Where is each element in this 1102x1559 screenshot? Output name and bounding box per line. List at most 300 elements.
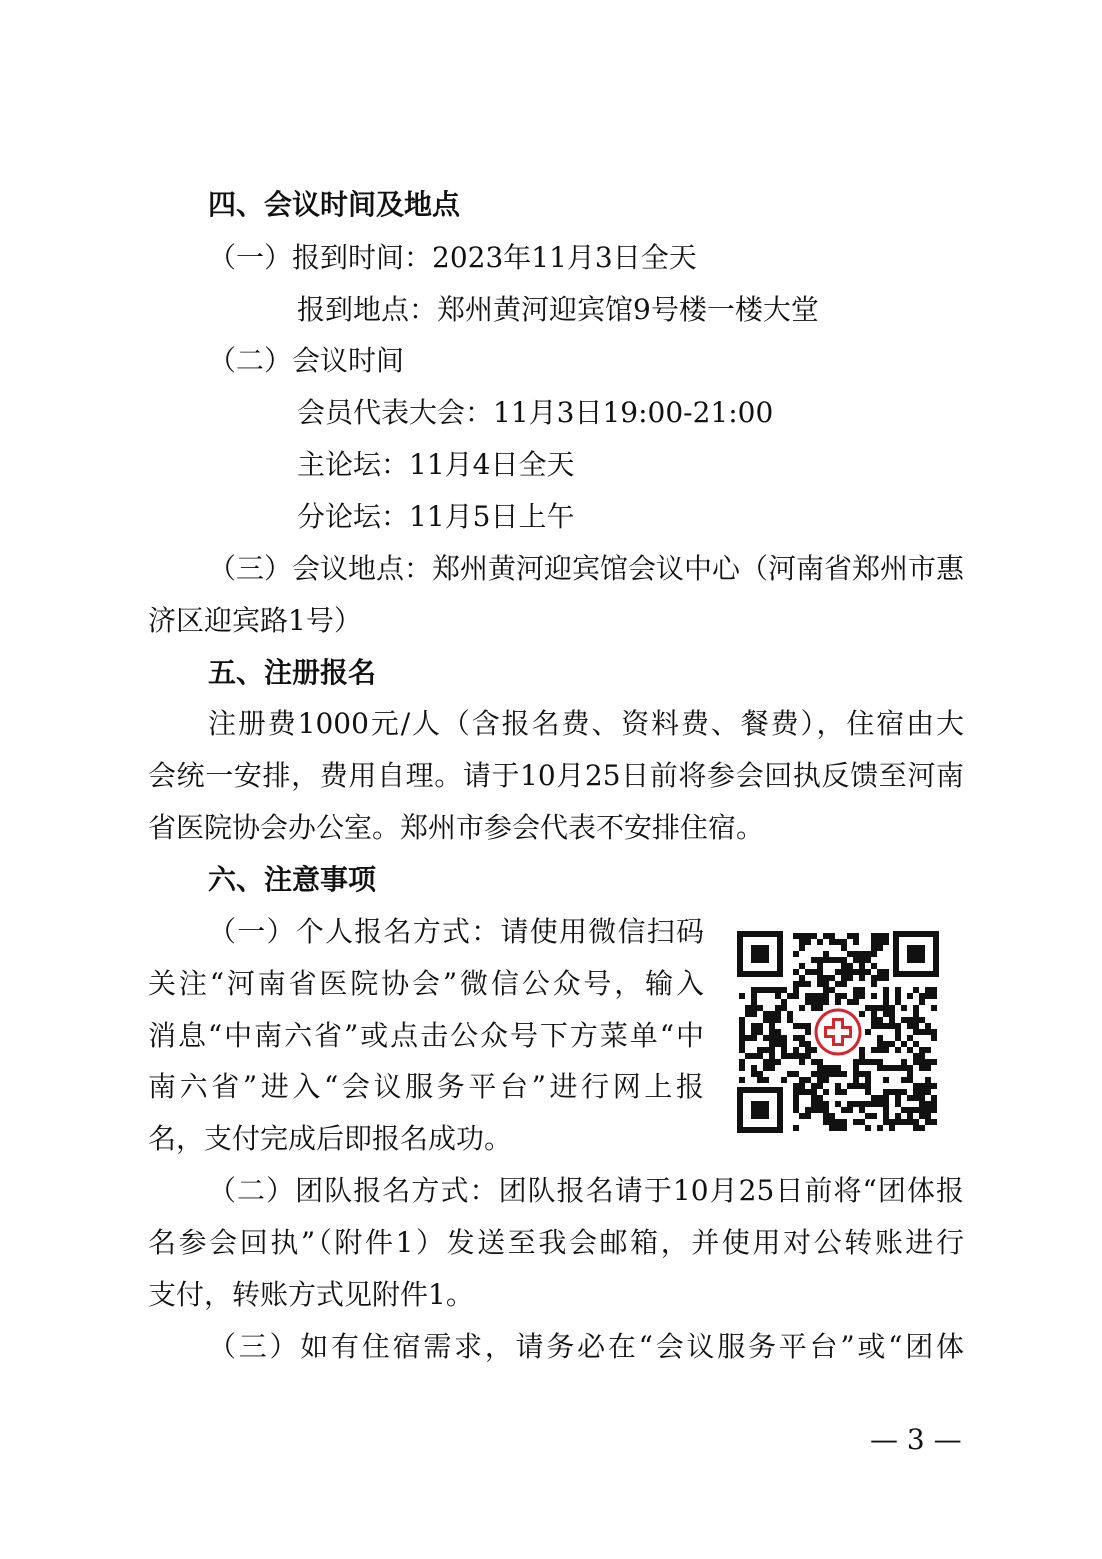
qr-module [769,1017,775,1023]
qr-module [871,1011,877,1017]
qr-module [757,987,763,993]
qr-module [805,999,811,1005]
qr-module [871,1095,877,1101]
qr-module [835,993,841,999]
qr-module [829,1125,835,1131]
qr-module [751,987,757,993]
qr-module [919,1065,925,1071]
qr-module [919,1125,925,1131]
qr-module [739,1041,745,1047]
qr-module [805,1023,811,1029]
qr-code-graphic [736,930,940,1134]
qr-module [853,957,859,963]
qr-module [775,1059,781,1065]
qr-module [931,1083,937,1089]
qr-module [853,1077,859,1083]
qr-module [793,1095,799,1101]
qr-module [775,1041,781,1047]
qr-module [769,1035,775,1041]
qr-module [883,993,889,999]
qr-module [901,1059,907,1065]
qr-module [775,1035,781,1041]
qr-module [799,1089,805,1095]
qr-module [859,969,865,975]
qr-module [823,951,829,957]
qr-module [841,969,847,975]
qr-module [853,1119,859,1125]
qr-module [835,969,841,975]
qr-module [913,987,919,993]
qr-module [793,969,799,975]
qr-module [907,1077,913,1083]
qr-module [895,1101,901,1107]
qr-module [871,1047,877,1053]
qr-module [739,1035,745,1041]
qr-module [883,1005,889,1011]
qr-module [913,1095,919,1101]
qr-module [763,1035,769,1041]
qr-module [841,1107,847,1113]
qr-module [841,993,847,999]
qr-module [751,1011,757,1017]
qr-module [835,1065,841,1071]
qr-module [895,1089,901,1095]
qr-module [811,933,817,939]
qr-module [763,1011,769,1017]
qr-module [907,1047,913,1053]
qr-module [799,1077,805,1083]
qr-module [823,1065,829,1071]
qr-module [919,1047,925,1053]
qr-module [859,993,865,999]
qr-module [823,1113,829,1119]
qr-module [925,987,931,993]
qr-module [751,1071,757,1077]
qr-module [775,1005,781,1011]
qr-module [823,1089,829,1095]
qr-module [823,957,829,963]
qr-module [859,1011,865,1017]
qr-module [919,1107,925,1113]
qr-module [889,1011,895,1017]
qr-module [817,1077,823,1083]
qr-module [871,1101,877,1107]
qr-module [883,933,889,939]
qr-module [901,1107,907,1113]
qr-module [859,951,865,957]
qr-module [805,993,811,999]
qr-module [769,1065,775,1071]
qr-module [931,1005,937,1011]
qr-module [817,1107,823,1113]
qr-module [805,981,811,987]
qr-module [883,975,889,981]
qr-module [847,1107,853,1113]
qr-module [925,1077,931,1083]
qr-module [793,1089,799,1095]
qr-module [829,975,835,981]
qr-module [811,1005,817,1011]
qr-module [823,1107,829,1113]
qr-module [757,1071,763,1077]
qr-module [877,1047,883,1053]
qr-module [913,1119,919,1125]
qr-module [817,1005,823,1011]
qr-module [889,1119,895,1125]
qr-module [781,1053,787,1059]
qr-module [871,963,877,969]
section-6-item-2-line-2: 名参会回执”（附件1）发送至我会邮箱，并使用对公转账进行 [148,1226,964,1259]
qr-module [907,1023,913,1029]
qr-module [889,1065,895,1071]
qr-module [919,1083,925,1089]
qr-module [925,1023,931,1029]
section-6-item-2-line-3: 支付，转账方式见附件1。 [148,1278,474,1311]
qr-module [883,1065,889,1071]
qr-module [913,1053,919,1059]
qr-module [913,1005,919,1011]
qr-module [823,1119,829,1125]
qr-module [793,981,799,987]
qr-module [913,1083,919,1089]
section-4-item-3-line-1: （三）会议地点：郑州黄河迎宾馆会议中心（河南省郑州市惠 [208,552,965,585]
qr-module [925,1107,931,1113]
qr-module [847,933,853,939]
qr-module [775,1011,781,1017]
qr-module [865,1059,871,1065]
qr-module [787,1017,793,1023]
section-4-item-2-line-3: 分论坛：11月5日上午 [297,500,575,533]
qr-module [931,1119,937,1125]
qr-module [787,1011,793,1017]
qr-module [901,1017,907,1023]
qr-module [865,1029,871,1035]
qr-module [775,1029,781,1035]
qr-module [769,1011,775,1017]
qr-module [739,1023,745,1029]
qr-module [745,1005,751,1011]
section-4-item-1-line-2: 报到地点：郑州黄河迎宾馆9号楼一楼大堂 [297,293,819,326]
qr-module [841,981,847,987]
section-4-item-1-line-1: （一）报到时间：2023年11月3日全天 [208,241,697,274]
qr-module [769,1023,775,1029]
section-6-item-1-line-2: 关注“河南省医院协会”微信公众号，输入 [148,967,704,1000]
qr-module [769,1047,775,1053]
qr-module [895,993,901,999]
qr-module [853,969,859,975]
qr-module [907,1017,913,1023]
qr-module [751,999,757,1005]
qr-module [931,987,937,993]
qr-module [823,1077,829,1083]
qr-module [829,987,835,993]
qr-module [883,1011,889,1017]
qr-module [925,1089,931,1095]
qr-module [793,933,799,939]
section-6-item-1-line-3: 消息“中南六省”或点击公众号下方菜单“中 [148,1019,704,1052]
qr-module [805,1089,811,1095]
qr-module [853,1101,859,1107]
qr-module [925,1029,931,1035]
qr-module [913,1041,919,1047]
qr-module [883,1119,889,1125]
qr-module [889,1005,895,1011]
qr-module [889,1125,895,1131]
section-4-item-3-line-2: 济区迎宾路1号） [148,604,362,637]
qr-module [859,1047,865,1053]
qr-module [835,1119,841,1125]
qr-module [853,1059,859,1065]
qr-module [817,969,823,975]
wechat-qr-code-icon [736,930,940,1134]
qr-module [847,969,853,975]
qr-module [877,1101,883,1107]
qr-module [877,1059,883,1065]
qr-module [865,1089,871,1095]
qr-module [895,1119,901,1125]
section-6-item-1-line-4: 南六省”进入“会议服务平台”进行网上报 [148,1070,704,1103]
qr-module [799,1053,805,1059]
qr-module [865,1113,871,1119]
qr-module [847,1083,853,1089]
qr-module [793,993,799,999]
qr-module [841,957,847,963]
qr-module [793,987,799,993]
qr-module [793,1023,799,1029]
qr-module [739,1017,745,1023]
qr-module [811,1095,817,1101]
qr-module [829,939,835,945]
qr-module [895,1047,901,1053]
qr-module [763,1059,769,1065]
qr-module [883,1095,889,1101]
qr-module [931,1029,937,1035]
qr-module [841,1125,847,1131]
qr-module [925,993,931,999]
qr-module [757,1077,763,1083]
qr-module [865,1083,871,1089]
qr-module [745,1053,751,1059]
qr-module [871,951,877,957]
qr-module [811,1059,817,1065]
qr-module [823,987,829,993]
qr-module [901,1089,907,1095]
qr-module [919,999,925,1005]
qr-module [859,987,865,993]
section-4-item-2-title: （二）会议时间 [208,344,405,377]
qr-module [817,1059,823,1065]
qr-module [883,969,889,975]
section-6-item-3-line-1: （三）如有住宿需求，请务必在“会议服务平台”或“团体 [208,1330,964,1363]
qr-module [811,1101,817,1107]
qr-module [811,1107,817,1113]
qr-module [811,1083,817,1089]
qr-module [817,1095,823,1101]
qr-module [829,1065,835,1071]
qr-module [763,1065,769,1071]
qr-module [811,1047,817,1053]
qr-module [847,999,853,1005]
qr-module [871,1113,877,1119]
qr-module [859,1071,865,1077]
qr-module [883,1077,889,1083]
qr-module [907,1119,913,1125]
qr-module [889,1017,895,1023]
qr-module [919,1017,925,1023]
section-4-item-2-line-2: 主论坛：11月4日全天 [297,448,575,481]
qr-module [871,1023,877,1029]
qr-module [901,1077,907,1083]
qr-module [841,945,847,951]
qr-module [751,1035,757,1041]
qr-module [931,1101,937,1107]
qr-module [841,1071,847,1077]
qr-module [913,1017,919,1023]
qr-module [859,957,865,963]
qr-module [739,1077,745,1083]
qr-module [769,1041,775,1047]
qr-module [763,1017,769,1023]
qr-module [739,1065,745,1071]
qr-module [811,1089,817,1095]
qr-module [823,993,829,999]
qr-module [841,975,847,981]
qr-module [835,999,841,1005]
qr-module [907,1095,913,1101]
qr-module [913,1089,919,1095]
qr-module [811,957,817,963]
qr-module [835,1089,841,1095]
qr-module [811,969,817,975]
qr-module [805,939,811,945]
qr-module [907,1107,913,1113]
qr-module [775,993,781,999]
qr-module [913,1023,919,1029]
qr-module [823,933,829,939]
qr-module [817,939,823,945]
qr-module [931,993,937,999]
qr-module [859,1083,865,1089]
qr-module [781,1035,787,1041]
qr-module [883,1113,889,1119]
qr-module [853,999,859,1005]
qr-module [751,1005,757,1011]
qr-module [763,1077,769,1083]
qr-module [799,1035,805,1041]
qr-module [799,975,805,981]
qr-module [859,1119,865,1125]
qr-module [853,987,859,993]
qr-module [847,963,853,969]
qr-module [799,1005,805,1011]
qr-module [817,957,823,963]
qr-module [853,1065,859,1071]
qr-module [901,1119,907,1125]
qr-module [793,951,799,957]
qr-module [751,1029,757,1035]
qr-module [769,1029,775,1035]
section-6-item-1-line-1: （一）个人报名方式：请使用微信扫码 [208,915,704,948]
qr-module [805,1107,811,1113]
qr-module [877,933,883,939]
qr-module [817,1101,823,1107]
qr-module [751,993,757,999]
qr-module [853,1083,859,1089]
qr-module [877,1041,883,1047]
qr-module [835,981,841,987]
qr-module [739,1029,745,1035]
qr-module [781,1041,787,1047]
qr-module [889,1041,895,1047]
qr-module [805,1113,811,1119]
qr-module [931,1059,937,1065]
qr-module [829,957,835,963]
qr-module [757,1047,763,1053]
qr-module [781,1077,787,1083]
qr-module [835,1101,841,1107]
qr-module [811,993,817,999]
qr-module [799,963,805,969]
qr-module [841,1089,847,1095]
qr-module [769,1059,775,1065]
qr-module [805,1041,811,1047]
qr-module [919,1089,925,1095]
qr-module [817,1071,823,1077]
section-4-item-2-line-1: 会员代表大会：11月3日19:00-21:00 [297,396,774,429]
qr-module [811,1071,817,1077]
qr-module [871,1005,877,1011]
qr-module [883,939,889,945]
qr-module [817,1083,823,1089]
qr-module [751,1053,757,1059]
qr-module [889,1023,895,1029]
qr-module [811,999,817,1005]
qr-module [919,1059,925,1065]
qr-module [883,1101,889,1107]
qr-module [859,1101,865,1107]
qr-module [793,1125,799,1131]
section-6-item-2-line-1: （二）团队报名方式：团队报名请于10月25日前将“团体报 [208,1174,964,1207]
qr-module [901,1005,907,1011]
qr-module [865,969,871,975]
qr-module [805,969,811,975]
qr-module [871,993,877,999]
qr-module [853,933,859,939]
qr-module [895,1029,901,1035]
qr-module [745,1011,751,1017]
qr-module [799,1023,805,1029]
qr-module [931,1095,937,1101]
qr-module [793,1035,799,1041]
qr-module [925,1059,931,1065]
qr-module [739,1047,745,1053]
qr-module [829,1071,835,1077]
qr-module [877,1095,883,1101]
qr-module [877,1065,883,1071]
section-5-para-line-3: 省医院协会办公室。郑州市参会代表不安排住宿。 [148,811,765,844]
qr-module [841,1119,847,1125]
qr-module [889,1089,895,1095]
qr-module [793,1071,799,1077]
section-5-heading: 五、注册报名 [208,656,377,689]
qr-module [757,1029,763,1035]
qr-module [799,945,805,951]
qr-module [829,933,835,939]
qr-module [829,1119,835,1125]
qr-module [895,1113,901,1119]
qr-module [841,939,847,945]
qr-module [817,963,823,969]
